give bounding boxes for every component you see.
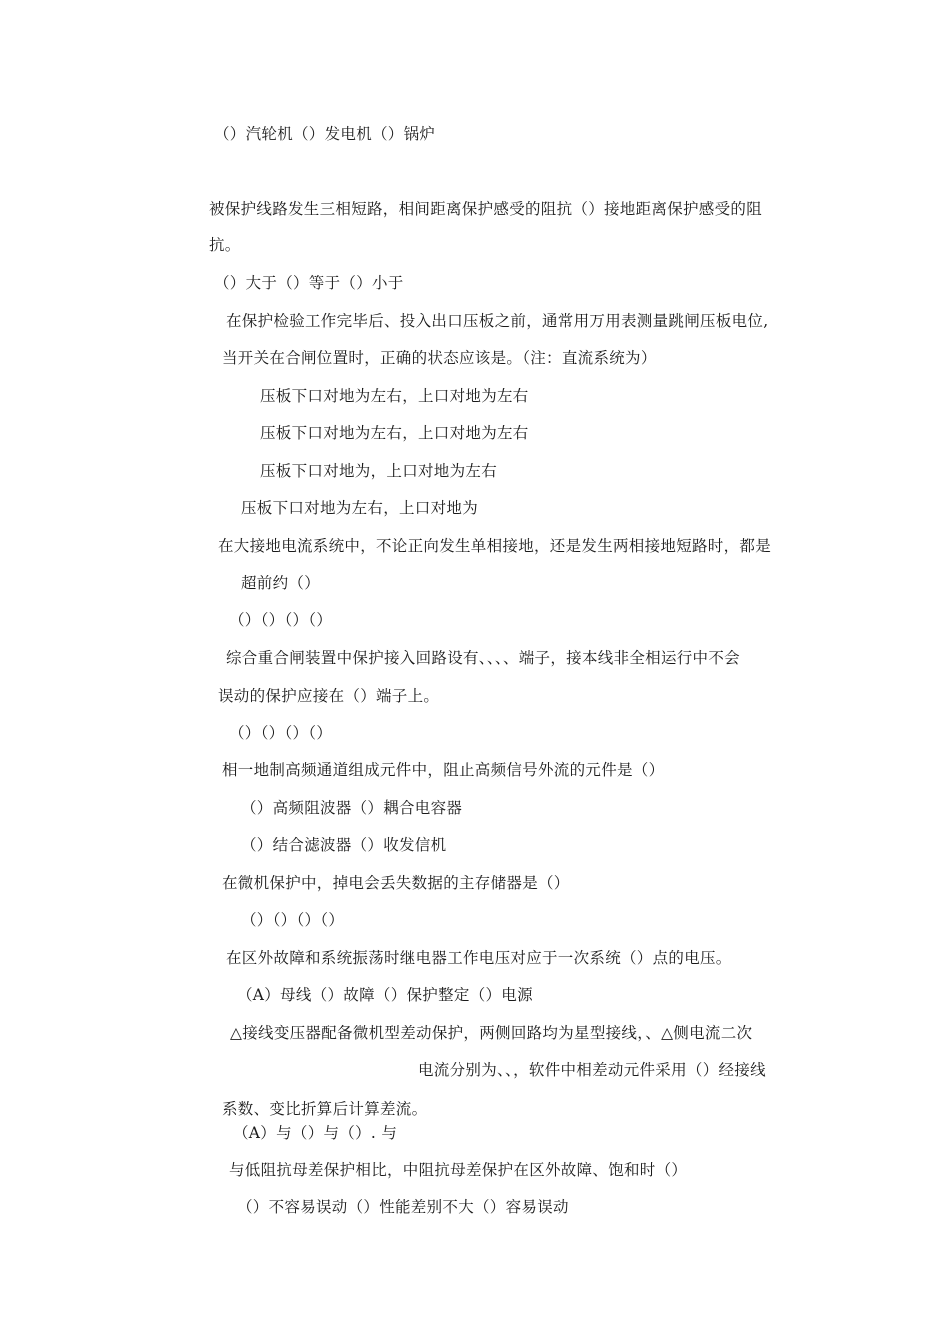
text-line: 压板下口对地为左右，上口对地为 [241,499,479,517]
text-line: （）结合滤波器（）收发信机 [241,836,447,854]
text-line: 当开关在合闸位置时，正确的状态应该是。（注：直流系统为） [222,349,657,367]
text-line: （）不容易误动（）性能差别不大（）容易误动 [237,1198,569,1216]
text-line: 抗。 [209,236,241,254]
text-line: （）高频阻波器（）耦合电容器 [241,799,463,817]
text-line: 电流分别为、、，软件中相差动元件采用（）经接线 [418,1061,766,1079]
text-line: 超前约（） [241,574,321,592]
text-line: （A）母线（）故障（）保护整定（）电源 [237,986,533,1004]
text-line: （）（）（）（） [229,611,333,629]
text-line: △接线变压器配备微机型差动保护，两侧回路均为星型接线，、△侧电流二次 [230,1024,753,1042]
text-line: 在微机保护中，掉电会丢失数据的主存储器是（） [222,874,570,892]
text-line: 压板下口对地为左右，上口对地为左右 [260,387,529,405]
text-line: 压板下口对地为左右，上口对地为左右 [260,424,529,442]
text-line: （）（）（）（） [229,724,333,742]
text-line: （）（）（）（） [241,911,345,929]
text-line: 被保护线路发生三相短路，相间距离保护感受的阻抗（）接地距离保护感受的阻 [209,200,763,218]
text-line: 在保护检验工作完毕后、投入出口压板之前，通常用万用表测量跳闸压板电位, [226,312,769,330]
text-line: 与低阻抗母差保护相比，中阻抗母差保护在区外故障、饱和时（） [229,1161,688,1179]
text-line: 相一地制高频通道组成元件中，阻止高频信号外流的元件是（） [222,761,665,779]
text-line: 系数、变比折算后计算差流。 [222,1100,428,1118]
text-line: 在大接地电流系统中，不论正向发生单相接地，还是发生两相接地短路时，都是 [218,537,772,555]
text-line: 综合重合闸装置中保护接入回路设有、、、、端子，接本线非全相运行中不会 [226,649,740,667]
text-line: 误动的保护应接在（）端子上。 [218,687,440,705]
text-line: （）大于（）等于（）小于 [214,274,404,292]
text-line: 在区外故障和系统振荡时继电器工作电压对应于一次系统（）点的电压。 [226,949,732,967]
text-line: 压板下口对地为，上口对地为左右 [260,462,498,480]
text-line: （）汽轮机（）发电机（）锅炉 [214,125,436,143]
text-line: （A）与（）与（）. 与 [233,1124,398,1142]
